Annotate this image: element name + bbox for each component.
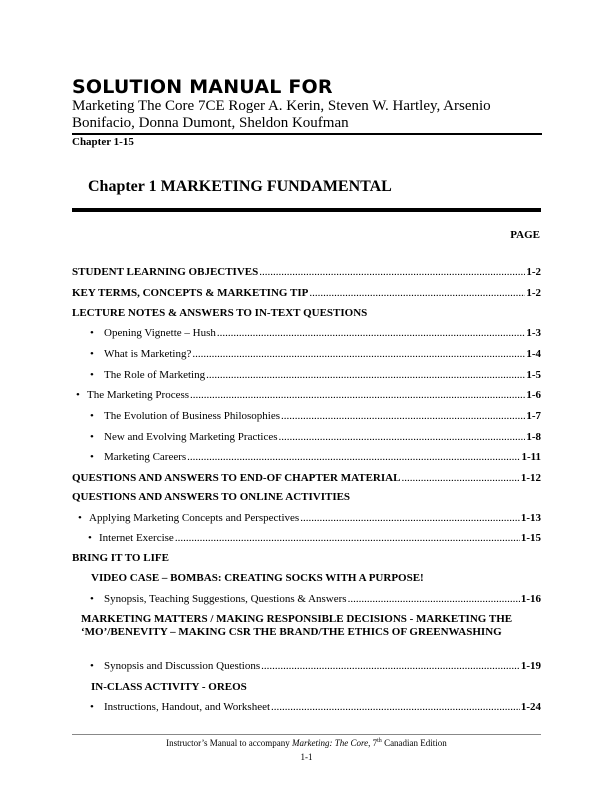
dot-leader [259,266,525,278]
section-heading-bring-it-to-life: BRING IT TO LIFE [72,552,169,564]
bullet-icon: • [90,701,94,713]
bullet-icon: • [90,593,94,605]
toc-label: Internet Exercise [99,532,174,544]
toc-page: 1-15 [520,532,541,544]
footer-edition: , 7 [368,738,378,748]
toc-label: KEY TERMS, CONCEPTS & MARKETING TIP [72,287,309,299]
toc-page: 1-5 [526,369,541,381]
toc-page: 1-6 [526,389,541,401]
bullet-icon: • [90,348,94,360]
dot-leader [300,512,520,524]
footer-edition-rest: Canadian Edition [381,738,447,748]
toc-entry-what-is-marketing[interactable] [90,348,541,362]
toc-label: Synopsis, Teaching Suggestions, Questions & Answers [104,593,347,605]
toc-label: Synopsis and Discussion Questions [104,660,261,672]
toc-entry-learning-objectives[interactable] [72,266,541,280]
dot-leader [187,451,520,463]
toc-page: 1-13 [520,512,541,524]
toc-entry-synopsis-teaching[interactable] [90,593,541,607]
toc-label: Marketing Careers [104,451,187,463]
footer-text [72,738,541,748]
bullet-icon: • [88,532,92,544]
toc-label: The Marketing Process [87,389,190,401]
bullet-icon: • [90,431,94,443]
toc-entry-evolving-practices[interactable] [90,431,541,445]
toc-entry-opening-vignette[interactable] [90,327,541,341]
subheading-video-case: VIDEO CASE – BOMBAS: CREATING SOCKS WITH A PURPOSE! [91,572,424,584]
subheading-marketing-matters: MARKETING MATTERS / MAKING RESPONSIBLE DECISIONS - MARKETING THE ‘MO’/BENEVITY – MAKING CSR THE BRAND/THE ETHICS OF GREENWASHING [81,613,513,638]
bullet-icon: • [76,389,80,401]
toc-page: 1-8 [526,431,541,443]
bullet-icon: • [78,512,82,524]
toc-entry-applying-concepts[interactable] [78,512,541,526]
footer-divider [72,734,541,735]
toc-page: 1-2 [526,266,541,278]
dot-leader [190,389,525,401]
header-divider [72,133,542,135]
toc-label: The Role of Marketing [104,369,206,381]
toc-entry-internet-exercise[interactable] [88,532,541,546]
toc-page: 1-19 [520,660,541,672]
bullet-icon: • [90,369,94,381]
dot-leader [281,410,525,422]
toc-entry-marketing-process[interactable] [76,389,541,403]
toc-label: QUESTIONS AND ANSWERS TO END-OF CHAPTER MATERIAL [72,472,401,484]
toc-label: Opening Vignette – Hush [104,327,216,339]
toc-entry-evolution-philosophies[interactable] [90,410,541,424]
dot-leader [175,532,520,544]
toc-entry-marketing-careers[interactable] [90,451,541,465]
toc-page: 1-16 [520,593,541,605]
bullet-icon: • [90,327,94,339]
chapter-title: Chapter 1 MARKETING FUNDAMENTAL [88,178,392,195]
footer-book-title: Marketing: The Core [291,738,369,748]
toc-page: 1-11 [521,451,541,463]
toc-label: STUDENT LEARNING OBJECTIVES [72,266,259,278]
toc-label: The Evolution of Business Philosophies [104,410,280,422]
toc-label: New and Evolving Marketing Practices [104,431,278,443]
dot-leader [401,472,519,484]
toc-page: 1-2 [526,287,541,299]
chapter-divider [72,208,541,212]
toc-page: 1-3 [526,327,541,339]
manual-title: SOLUTION MANUAL FOR [72,76,333,98]
toc-page: 1-4 [526,348,541,360]
bullet-icon: • [90,660,94,672]
book-subtitle: Marketing The Core 7CE Roger A. Kerin, Steven W. Hartley, Arsenio Bonifacio, Donna Dumont, Sheldon Koufman [72,98,491,131]
bullet-icon: • [90,410,94,422]
toc-entry-role-of-marketing[interactable] [90,369,541,383]
toc-page: 1-24 [520,701,541,713]
toc-page: 1-7 [526,410,541,422]
footer-prefix: Instructor’s Manual to accompany [166,738,292,748]
toc-entry-end-of-chapter[interactable] [72,472,541,486]
page-column-label: PAGE [510,229,540,241]
dot-leader [261,660,520,672]
dot-leader [206,369,525,381]
toc-entry-synopsis-discussion[interactable] [90,660,541,674]
bullet-icon: • [90,451,94,463]
section-heading-lecture-notes: LECTURE NOTES & ANSWERS TO IN-TEXT QUESTIONS [72,307,368,319]
dot-leader [192,348,525,360]
dot-leader [279,431,526,443]
toc-label: Instructions, Handout, and Worksheet [104,701,271,713]
dot-leader [271,701,520,713]
chapter-range: Chapter 1-15 [72,136,134,148]
toc-page: 1-12 [520,472,541,484]
subheading-in-class-activity: IN-CLASS ACTIVITY - OREOS [91,681,247,693]
dot-leader [217,327,525,339]
toc-entry-key-terms[interactable] [72,287,541,301]
toc-label: Applying Marketing Concepts and Perspectives [89,512,300,524]
toc-label: What is Marketing? [104,348,192,360]
dot-leader [309,287,525,299]
section-heading-online-activities: QUESTIONS AND ANSWERS TO ONLINE ACTIVITIES [72,491,351,503]
footer-page-number: 1-1 [300,752,313,762]
footer-edition-suffix: th [377,738,382,744]
dot-leader [348,593,520,605]
toc-entry-instructions-handout[interactable] [90,701,541,715]
